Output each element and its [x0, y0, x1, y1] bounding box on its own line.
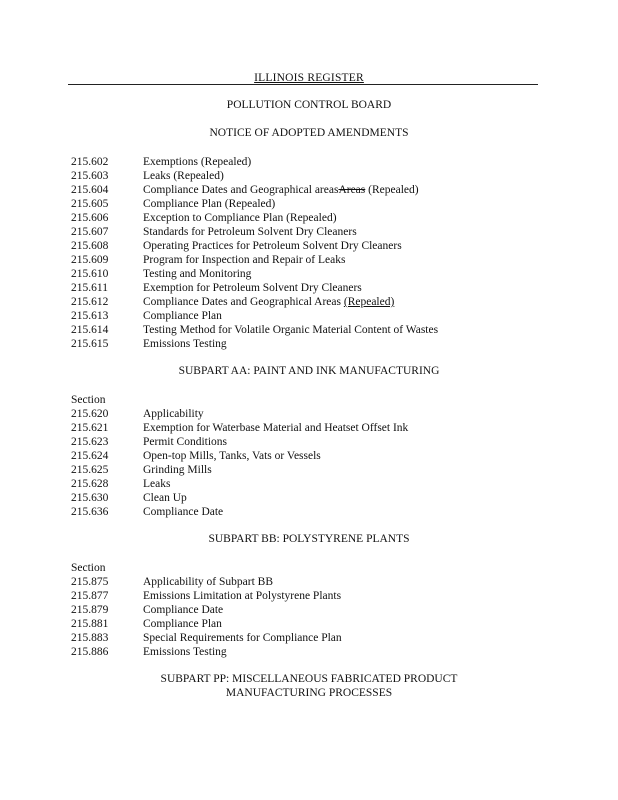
register-title: ILLINOIS REGISTER: [254, 72, 364, 84]
section-number: 215.877: [71, 590, 109, 602]
section-label: Section: [71, 394, 106, 406]
section-number: 215.886: [71, 646, 109, 658]
section-title: Testing and Monitoring: [143, 268, 252, 280]
section-title: Exemption for Petroleum Solvent Dry Cleaners: [143, 282, 362, 294]
section-entry: [71, 253, 345, 267]
section-title: Permit Conditions: [143, 436, 228, 448]
section-title: Open-top Mills, Tanks, Vats or Vessels: [143, 450, 321, 462]
subpart-pp-heading-cont: MANUFACTURING PROCESSES: [225, 687, 393, 699]
section-entry: [71, 295, 394, 309]
section-entry: [71, 589, 341, 603]
title-struck: Areas: [338, 184, 366, 196]
header-rule: [68, 84, 538, 85]
section-entry: [71, 225, 357, 239]
section-title: Leaks: [143, 478, 171, 490]
title-text: Compliance Dates and Geographical Areas: [143, 296, 344, 308]
title-inserted: (Repealed): [343, 296, 395, 308]
section-number: 215.606: [71, 212, 109, 224]
section-entry: [71, 211, 337, 225]
section-entry: [71, 323, 438, 337]
section-entry: [71, 197, 275, 211]
section-entry: [71, 267, 251, 281]
section-title: Applicability of Subpart BB: [143, 576, 274, 588]
section-title: [143, 183, 419, 197]
section-title: Exemptions (Repealed): [143, 156, 252, 168]
section-title: Emissions Testing: [143, 338, 227, 350]
section-entry: [71, 239, 402, 253]
section-title: Compliance Date: [143, 506, 224, 518]
title-text: (Repealed): [365, 184, 419, 196]
board-title: POLLUTION CONTROL BOARD: [226, 99, 392, 111]
section-number: 215.636: [71, 506, 109, 518]
section-title: Program for Inspection and Repair of Leaks: [143, 254, 346, 266]
section-entry: [71, 183, 419, 197]
section-label: Section: [71, 562, 106, 574]
section-entry: [71, 491, 187, 505]
section-title: Testing Method for Volatile Organic Material Content of Wastes: [143, 324, 439, 336]
section-number: 215.605: [71, 198, 109, 210]
section-number: 215.609: [71, 254, 109, 266]
section-number: 215.625: [71, 464, 109, 476]
section-number: 215.624: [71, 450, 109, 462]
section-title: Clean Up: [143, 492, 187, 504]
section-title: Compliance Plan: [143, 310, 222, 322]
section-entry: [71, 575, 273, 589]
subpart-pp-heading: SUBPART PP: MISCELLANEOUS FABRICATED PRODUCT: [160, 673, 458, 685]
subpart-aa-heading: SUBPART AA: PAINT AND INK MANUFACTURING: [178, 365, 440, 377]
section-title: Compliance Plan: [143, 618, 222, 630]
section-number: 215.607: [71, 226, 109, 238]
section-title: Leaks (Repealed): [143, 170, 224, 182]
section-title: Emissions Limitation at Polystyrene Plants: [143, 590, 342, 602]
section-number: 215.615: [71, 338, 109, 350]
section-number: 215.623: [71, 436, 109, 448]
section-title: [143, 295, 394, 309]
section-entry: [71, 421, 408, 435]
section-title: Grinding Mills: [143, 464, 212, 476]
subpart-bb-heading: SUBPART BB: POLYSTYRENE PLANTS: [208, 533, 410, 545]
notice-title: NOTICE OF ADOPTED AMENDMENTS: [209, 127, 409, 139]
title-text: Compliance Dates and Geographical: [143, 184, 315, 196]
section-entry: [71, 477, 170, 491]
section-entry: [71, 645, 227, 659]
section-title: Compliance Plan (Repealed): [143, 198, 276, 210]
section-entry: [71, 309, 222, 323]
section-number: 215.604: [71, 184, 109, 196]
section-title: Emissions Testing: [143, 646, 227, 658]
section-title: Compliance Date: [143, 604, 224, 616]
section-number: 215.881: [71, 618, 109, 630]
section-entry: [71, 449, 321, 463]
section-number: 215.630: [71, 492, 109, 504]
section-title: Special Requirements for Compliance Plan: [143, 632, 342, 644]
section-number: 215.611: [71, 282, 108, 294]
title-inserted: areas: [314, 184, 339, 196]
section-number: 215.628: [71, 478, 109, 490]
section-number: 215.602: [71, 156, 109, 168]
section-entry: [71, 617, 222, 631]
section-entry: [71, 435, 227, 449]
section-entry: [71, 505, 223, 519]
section-entry: [71, 631, 342, 645]
section-number: 215.621: [71, 422, 109, 434]
section-entry: [71, 337, 227, 351]
section-title: Exception to Compliance Plan (Repealed): [143, 212, 337, 224]
section-title: Exemption for Waterbase Material and Heatset Offset Ink: [143, 422, 409, 434]
section-number: 215.613: [71, 310, 109, 322]
section-number: 215.608: [71, 240, 109, 252]
section-entry: [71, 463, 212, 477]
section-number: 215.879: [71, 604, 109, 616]
section-number: 215.883: [71, 632, 109, 644]
section-title: Standards for Petroleum Solvent Dry Cleaners: [143, 226, 357, 238]
section-number: 215.620: [71, 408, 109, 420]
section-entry: [71, 281, 362, 295]
section-entry: [71, 169, 224, 183]
section-number: 215.875: [71, 576, 109, 588]
section-number: 215.612: [71, 296, 109, 308]
section-title: Applicability: [143, 408, 204, 420]
section-number: 215.614: [71, 324, 109, 336]
section-title: Operating Practices for Petroleum Solvent Dry Cleaners: [143, 240, 402, 252]
section-entry: [71, 407, 204, 421]
section-number: 215.603: [71, 170, 109, 182]
section-entry: [71, 155, 251, 169]
section-entry: [71, 603, 223, 617]
section-number: 215.610: [71, 268, 109, 280]
